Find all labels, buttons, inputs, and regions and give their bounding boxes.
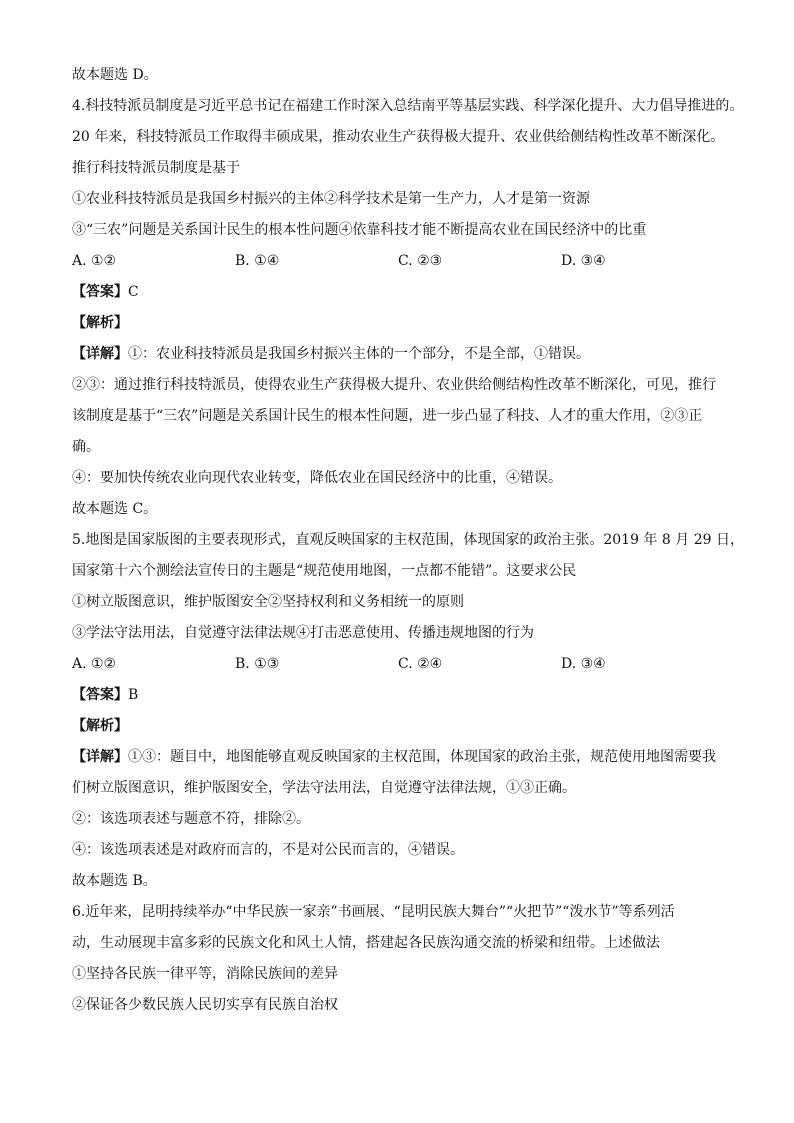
q4-option-c: C. ②③ [398,253,443,269]
q4-stem-line: 20 年来，科技特派员工作取得丰硕成果，推动农业生产获得极大提升、农业供给侧结构性改革不断深化。 [72,129,725,145]
q5-conclusion: 故本题选 B。 [72,873,157,889]
q5-detail-line: ②：该选项表述与题意不符，排除②。 [72,811,310,827]
q4-detail-line: 确。 [72,439,100,455]
q5-option-c: C. ②④ [398,656,443,672]
q4-analysis-tag: 【解析】 [72,315,128,331]
answer-value: C [128,284,139,300]
q5-option-d: D. ③④ [561,656,606,672]
q5-statement: ①树立版图意识，维护版图安全②坚持权利和义务相统一的原则 [72,594,464,610]
answer-tag: 【答案】 [72,687,128,703]
q4-detail-line: ④：要加快传统农业向现代农业转变，降低农业在国民经济中的比重，④错误。 [72,470,562,486]
q4-conclusion: 故本题选 C。 [72,501,158,517]
q4-option-d: D. ③④ [561,253,606,269]
question-6 [72,897,732,1021]
question-4 [72,91,744,525]
detail-tag: 【详解】 [72,749,128,765]
q4-statement: ①农业科技特派员是我国乡村振兴的主体②科学技术是第一生产力，人才是第一资源 [72,191,590,207]
q5-statement: ③学法守法用法，自觉遵守法律法规④打击恶意使用、传播违规地图的行为 [72,625,534,641]
q4-option-a: A. ①② [72,253,117,269]
q4-answer [72,277,732,308]
question-5 [72,525,744,897]
q6-stem-line: 6.近年来，昆明持续举办“中华民族一家亲”书画展、“昆明民族大舞台”“火把节”“泼水节”等系列活 [72,904,675,920]
q5-detail-line: 【详解】①③：题目中，地图能够直观反映国家的主权范围，体现国家的政治主张，规范使用地图需要我 [72,749,716,765]
q5-option-b: B. ①③ [235,656,280,672]
document-page [72,60,744,1021]
q6-stem-line: 动，生动展现丰富多彩的民族文化和风土人情，搭建起各民族沟通交流的桥梁和纽带。上述做法 [72,935,660,951]
q4-stem-line: 推行科技特派员制度是基于 [72,160,240,176]
q4-option-b: B. ①④ [235,253,280,269]
q5-option-a: A. ①② [72,656,117,672]
q4-detail-line: 该制度是基于“三农”问题是关系国计民生的根本性问题，进一步凸显了科技、人才的重大作用，②③正 [72,408,703,424]
answer-value: B [128,687,139,703]
q6-statement: ①坚持各民族一律平等，消除民族间的差异 [72,966,338,982]
q5-stem-line: 5.地图是国家版图的主要表现形式，直观反映国家的主权范围，体现国家的政治主张。2019 年 8 月 29 日， [72,532,744,548]
detail-tag: 【详解】 [72,346,128,362]
q5-analysis-tag: 【解析】 [72,718,128,734]
q6-statement: ②保证各少数民族人民切实享有民族自治权 [72,997,338,1013]
q5-detail-line: 们树立版图意识，维护版图安全，学法守法用法，自觉遵守法律法规，①③正确。 [72,780,576,796]
q5-answer [72,680,732,711]
q5-detail-line: ④：该选项表述是对政府而言的，不是对公民而言的，④错误。 [72,842,464,858]
q4-detail-line: 【详解】①：农业科技特派员是我国乡村振兴主体的一个部分，不是全部，①错误。 [72,346,590,362]
q5-stem-line: 国家第十六个测绘法宣传日的主题是“规范使用地图，一点都不能错”。这要求公民 [72,563,577,579]
q4-statement: ③“三农”问题是关系国计民生的根本性问题④依靠科技才能不断提高农业在国民经济中的比重 [72,222,647,238]
q4-stem-line: 4.科技特派员制度是习近平总书记在福建工作时深入总结南平等基层实践、科学深化提升、大力倡导推进的。 [72,98,744,114]
q3-conclusion: 故本题选 D。 [72,67,158,83]
q4-options [72,246,732,277]
q4-detail-line: ②③：通过推行科技特派员，使得农业生产获得极大提升、农业供给侧结构性改革不断深化，可见，推行 [72,377,716,393]
q5-options [72,649,732,680]
answer-tag: 【答案】 [72,284,128,300]
